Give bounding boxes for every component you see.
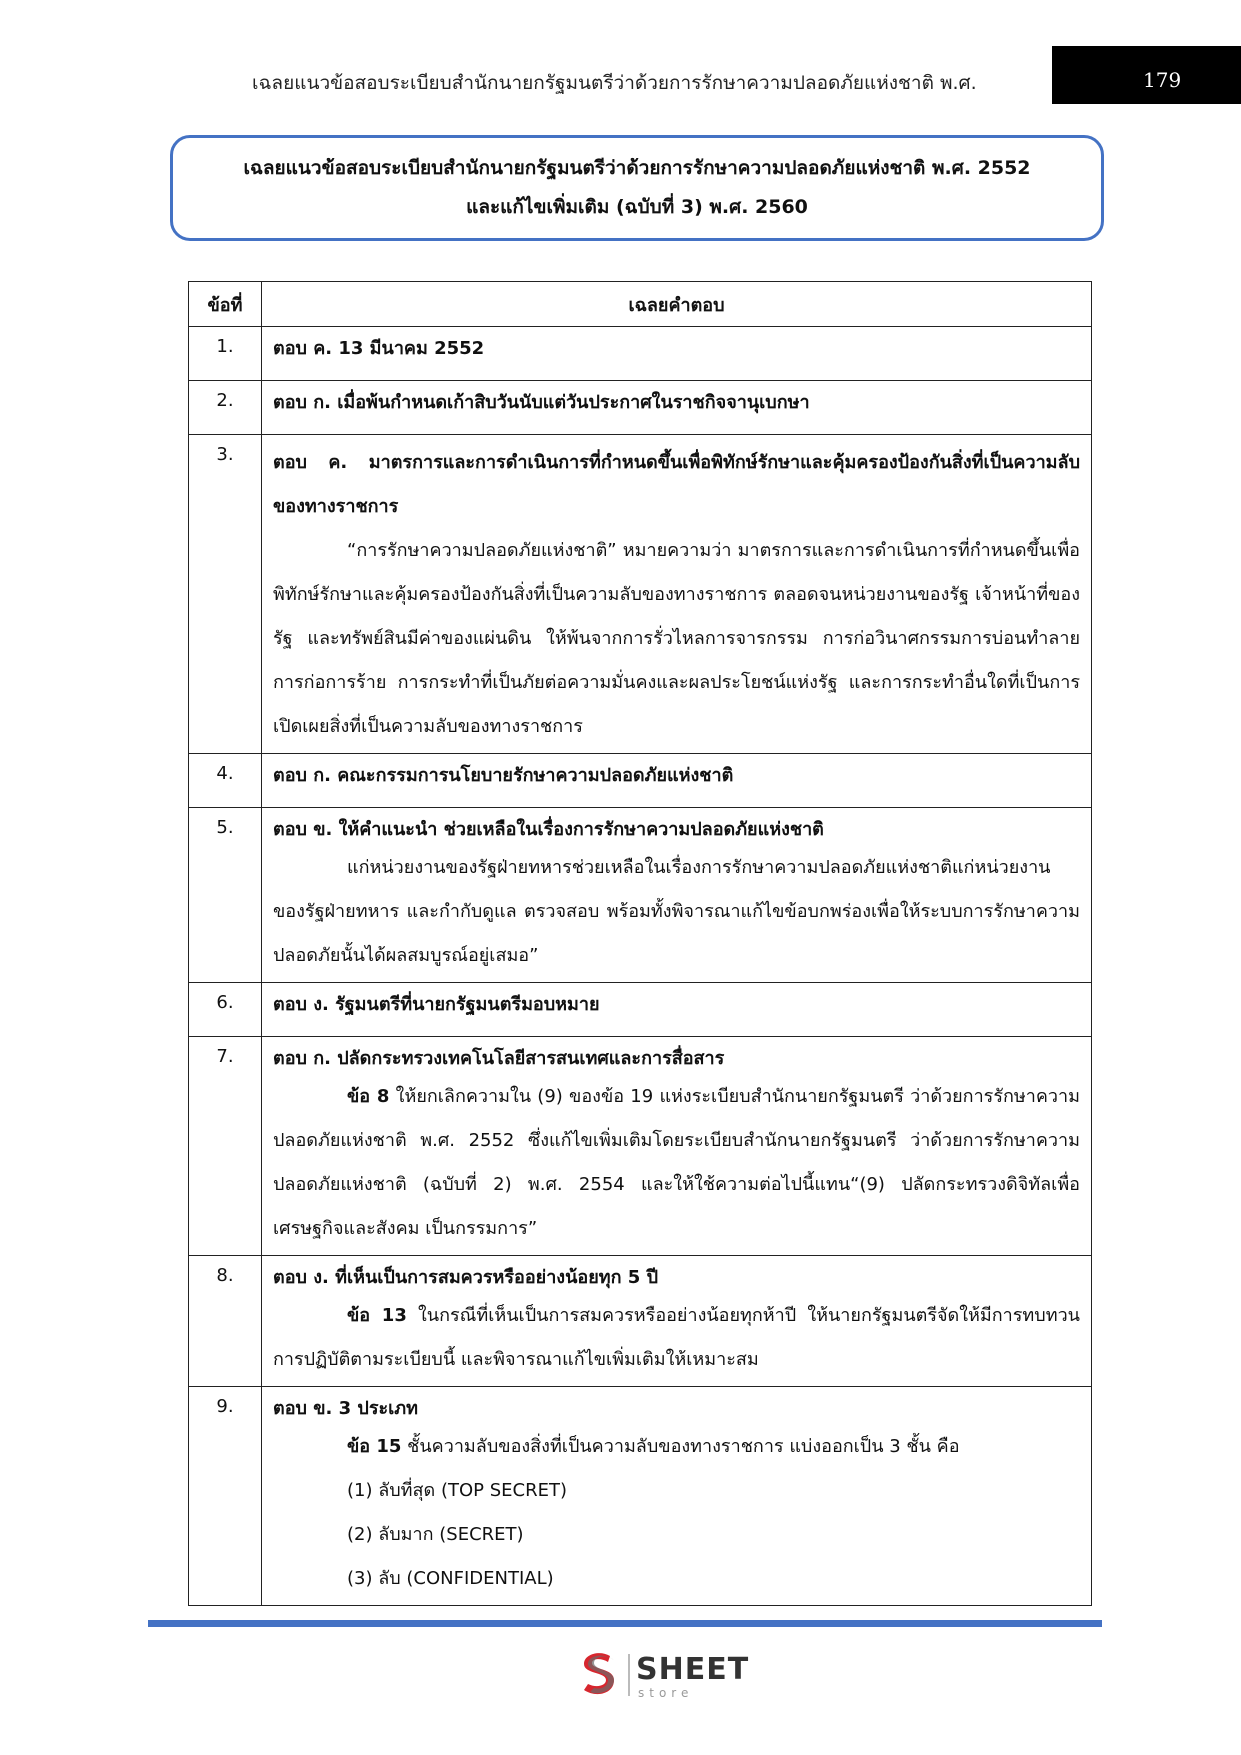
- clause-label: ข้อ 15: [347, 1436, 402, 1457]
- running-header: เฉลยแนวข้อสอบระเบียบสำนักนายกรัฐมนตรีว่าด้วยการรักษาความปลอดภัยแห่งชาติ พ.ศ.: [252, 72, 977, 94]
- sheet-logo-icon: [576, 1650, 620, 1698]
- explanation-paragraph: [273, 1075, 1080, 1251]
- list-item: (1) ลับที่สุด (TOP SECRET): [347, 1480, 567, 1501]
- row-number: 6.: [189, 983, 262, 1037]
- row-number: 9.: [189, 1387, 262, 1606]
- title-line-2: และแก้ไขเพิ่มเติม (ฉบับที่ 3) พ.ศ. 2560: [466, 196, 808, 218]
- logo-text: SHEET: [636, 1652, 750, 1687]
- title-line-1: เฉลยแนวข้อสอบระเบียบสำนักนายกรัฐมนตรีว่าด้วยการรักษาความปลอดภัยแห่งชาติ พ.ศ. 2552: [243, 157, 1031, 179]
- answer-text: ตอบ ก. เมื่อพ้นกำหนดเก้าสิบวันนับแต่วันประกาศในราชกิจจานุเบกษา: [273, 392, 810, 413]
- row-number: 7.: [189, 1037, 262, 1256]
- table-header-row: [189, 282, 1092, 327]
- page-number: 179: [1143, 68, 1182, 92]
- table-row: [189, 327, 1092, 381]
- table-row: [189, 754, 1092, 808]
- table-row: [189, 808, 1092, 983]
- table-row: [189, 381, 1092, 435]
- explanation-text: “การรักษาความปลอดภัยแห่งชาติ” หมายความว่า มาตรการและการดำเนินการที่กำหนดขึ้นเพื่อพิทักษ์รักษาและคุ้มครองป้องกันสิ่งที่เป็นความลับของทางราชการ ตลอดจนหน่วยงานของรัฐ เจ้าหน้าที่ของรัฐ และทรัพย์สินมีค่าของแผ่นดิน ให้พ้นจากการรั่วไหลการจารกรรม การก่อวินาศกรรมการบ่อนทำลาย การก่อการร้าย การกระทำที่เป็นภัยต่อความมั่นคงและผลประโยชน์แห่งรัฐ และการกระทำอื่นใดที่เป็นการเปิดเผยสิ่งที่เป็นความลับของทางราชการ: [273, 540, 1080, 737]
- table-row: [189, 983, 1092, 1037]
- explanation-paragraph: [273, 1425, 1080, 1469]
- answer-text: ตอบ ค. มาตรการและการดำเนินการที่กำหนดขึ้นเพื่อพิทักษ์รักษาและคุ้มครองป้องกันสิ่งที่เป็นความลับของทางราชการ: [273, 452, 1080, 517]
- clause-label: ข้อ 13: [347, 1305, 407, 1326]
- answer-table: [188, 281, 1092, 1606]
- list-item: (3) ลับ (CONFIDENTIAL): [347, 1568, 554, 1589]
- row-number: 8.: [189, 1256, 262, 1387]
- explanation-paragraph: [273, 1294, 1080, 1382]
- answer-text: ตอบ ก. ปลัดกระทรวงเทคโนโลยีสารสนเทศและการสื่อสาร: [273, 1048, 725, 1069]
- row-number: 2.: [189, 381, 262, 435]
- explanation-text: ในกรณีที่เห็นเป็นการสมควรหรืออย่างน้อยทุกห้าปี ให้นายกรัฐมนตรีจัดให้มีการทบทวนการปฏิบัติตามระเบียบนี้ และพิจารณาแก้ไขเพิ่มเติมให้เหมาะสม: [273, 1305, 1080, 1370]
- sheet-store-logo: [576, 1650, 756, 1700]
- row-number: 5.: [189, 808, 262, 983]
- row-number: 3.: [189, 435, 262, 754]
- row-number: 4.: [189, 754, 262, 808]
- table-row: [189, 1387, 1092, 1606]
- answer-text: ตอบ ข. 3 ประเภท: [273, 1398, 419, 1419]
- answer-text: ตอบ ค. 13 มีนาคม 2552: [273, 338, 485, 359]
- answer-text: ตอบ ข. ให้คำแนะนำ ช่วยเหลือในเรื่องการรักษาความปลอดภัยแห่งชาติ: [273, 819, 824, 840]
- answer-text: ตอบ ง. ที่เห็นเป็นการสมควรหรืออย่างน้อยทุก 5 ปี: [273, 1267, 659, 1288]
- row-number: 1.: [189, 327, 262, 381]
- clause-label: ข้อ 8: [347, 1086, 390, 1107]
- explanation-text: แก่หน่วยงานของรัฐฝ่ายทหารช่วยเหลือในเรื่องการรักษาความปลอดภัยแห่งชาติแก่หน่วยงานของรัฐฝ่ายทหาร และกำกับดูแล ตรวจสอบ พร้อมทั้งพิจารณาแก้ไขข้อบกพร่องเพื่อให้ระบบการรักษาความปลอดภัยนั้นได้ผลสมบูรณ์อยู่เสมอ”: [273, 857, 1080, 966]
- column-header-no: ข้อที่: [189, 282, 262, 327]
- explanation-text: ให้ยกเลิกความใน (9) ของข้อ 19 แห่งระเบียบสำนักนายกรัฐมนตรี ว่าด้วยการรักษาความปลอดภัยแห่งชาติ พ.ศ. 2552 ซึ่งแก้ไขเพิ่มเติมโดยระเบียบสำนักนายกรัฐมนตรี ว่าด้วยการรักษาความปลอดภัยแห่งชาติ (ฉบับที่ 2) พ.ศ. 2554 และให้ใช้ความต่อไปนี้แทน“(9) ปลัดกระทรวงดิจิทัลเพื่อเศรษฐกิจและสังคม เป็นกรรมการ”: [273, 1086, 1081, 1239]
- column-header-answer: เฉลยคำตอบ: [262, 282, 1092, 327]
- explanation-text: ชั้นความลับของสิ่งที่เป็นความลับของทางราชการ แบ่งออกเป็น 3 ชั้น คือ: [401, 1436, 960, 1457]
- answer-text: ตอบ ก. คณะกรรมการนโยบายรักษาความปลอดภัยแห่งชาติ: [273, 765, 734, 786]
- document-title-box: [170, 135, 1104, 241]
- footer-divider: [148, 1620, 1102, 1627]
- answer-text: ตอบ ง. รัฐมนตรีที่นายกรัฐมนตรีมอบหมาย: [273, 994, 600, 1015]
- table-row: [189, 1037, 1092, 1256]
- logo-subtext: store: [638, 1686, 694, 1700]
- list-item: (2) ลับมาก (SECRET): [347, 1524, 524, 1545]
- table-row: [189, 435, 1092, 754]
- table-row: [189, 1256, 1092, 1387]
- logo-separator: [628, 1654, 630, 1696]
